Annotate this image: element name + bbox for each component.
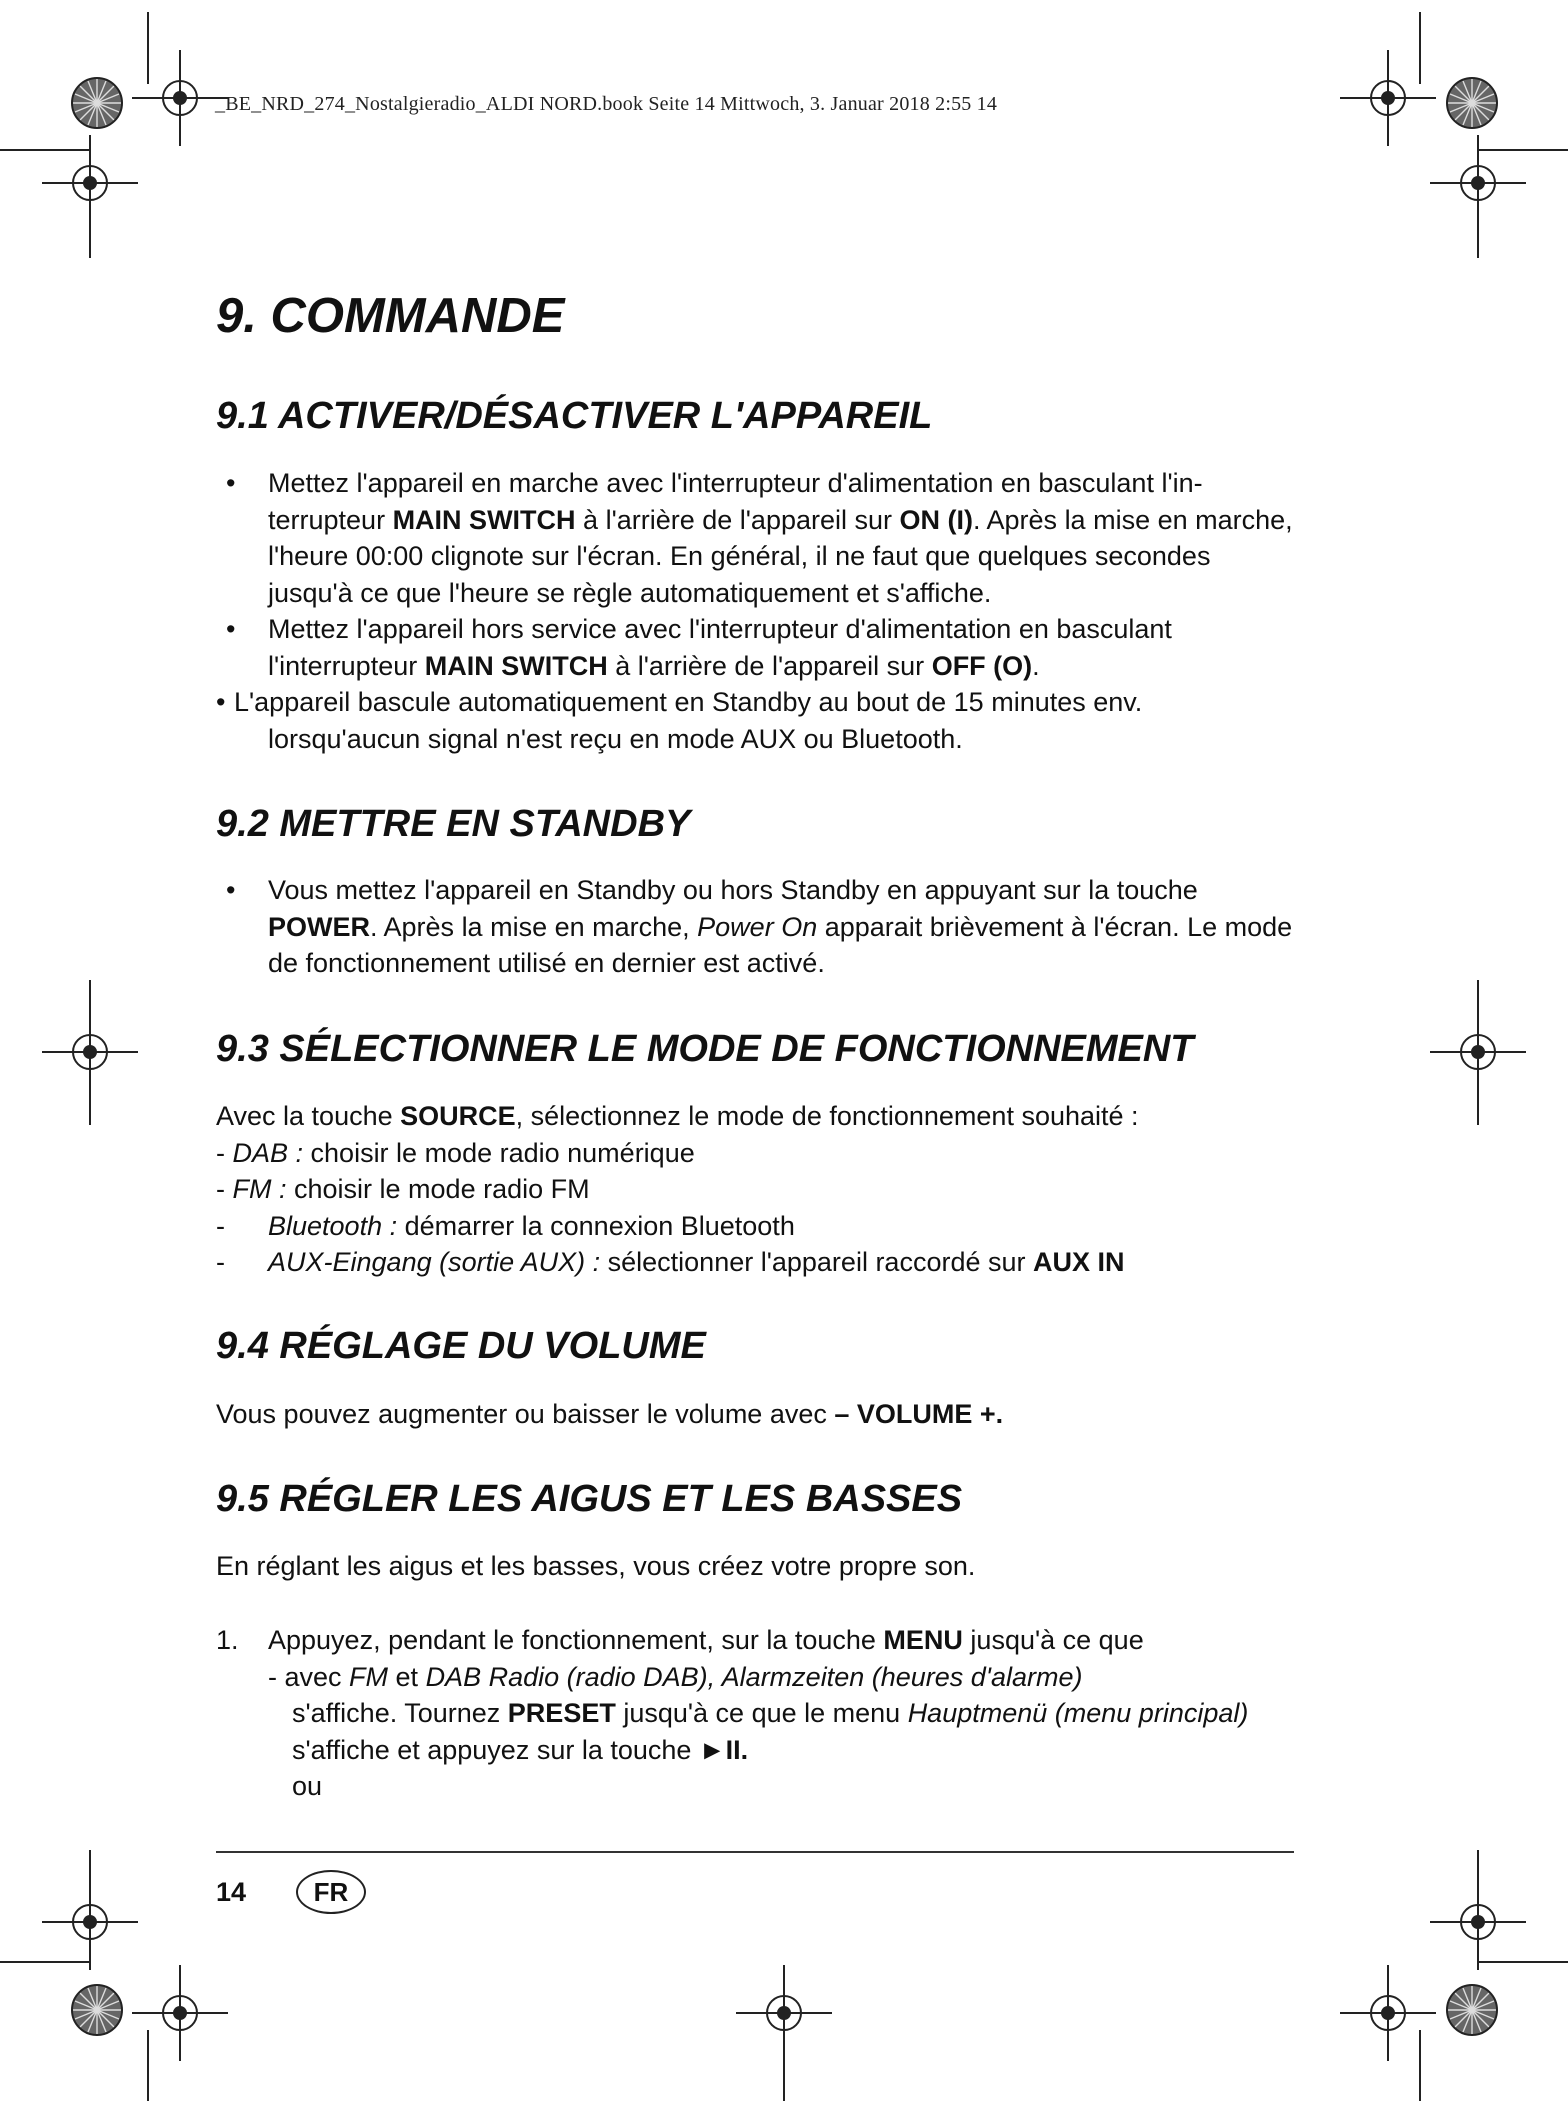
list-dash: - bbox=[216, 1247, 225, 1277]
bullet-dot: • bbox=[226, 468, 236, 498]
section-9-3-title: 9.3 SÉLECTIONNER LE MODE DE FONCTIONNEMENT bbox=[216, 1028, 1194, 1070]
s95-intro: En réglant les aigus et les basses, vous créez votre propre son. bbox=[216, 1551, 976, 1581]
language-badge: FR bbox=[296, 1870, 366, 1914]
s91-bullet-2-text: Mettez l'appareil hors service avec l'interrupteur d'alimentation en basculant l'interrupteur MAIN SWITCH à l'arrière de l'appareil sur OFF (O). bbox=[268, 614, 1172, 681]
s93-mode-dab: - DAB : choisir le mode radio numérique bbox=[216, 1137, 695, 1168]
page-number: 14 bbox=[216, 1877, 247, 1907]
list-dash: - bbox=[216, 1210, 225, 1241]
bullet-dot: • bbox=[216, 687, 226, 717]
step-number: 1. bbox=[216, 1625, 239, 1655]
footer-rule bbox=[216, 1851, 1294, 1853]
print-header: _BE_NRD_274_Nostalgieradio_ALDI NORD.book Seite 14 Mittwoch, 3. Januar 2018 2:55 14 bbox=[215, 93, 998, 115]
s95-step-1-sub-body: s'affiche. Tournez PRESET jusqu'à ce que le menu Hauptmenü (menu principal) s'affiche et appuyez sur la touche ►II. bbox=[292, 1698, 1249, 1765]
chapter-title: 9. COMMANDE bbox=[216, 289, 565, 343]
s91-bullet-3-line-1: L'appareil bascule automatiquement en Standby au bout de 15 minutes env. bbox=[234, 687, 1143, 717]
section-9-2-title: 9.2 METTRE EN STANDBY bbox=[216, 803, 691, 845]
bullet-dot: • bbox=[226, 875, 236, 905]
section-9-5-title: 9.5 RÉGLER LES AIGUS ET LES BASSES bbox=[216, 1478, 963, 1520]
s91-bullet-3-line-2: lorsqu'aucun signal n'est reçu en mode AUX ou Bluetooth. bbox=[268, 723, 963, 754]
s94-text: Vous pouvez augmenter ou baisser le volume avec – VOLUME +. bbox=[216, 1399, 1004, 1429]
section-9-4-title: 9.4 RÉGLAGE DU VOLUME bbox=[216, 1325, 706, 1367]
section-9-1-title: 9.1 ACTIVER/DÉSACTIVER L'APPAREIL bbox=[216, 395, 933, 437]
s93-intro: Avec la touche SOURCE, sélectionnez le mode de fonctionnement souhaité : bbox=[216, 1101, 1139, 1131]
s93-mode-fm: - FM : choisir le mode radio FM bbox=[216, 1174, 590, 1204]
bullet-dot: • bbox=[226, 614, 236, 644]
s92-bullet-1-text: Vous mettez l'appareil en Standby ou hors Standby en appuyant sur la touche POWER. Après la mise en marche, Power On apparait brièvement à l'écran. Le mode de fonctionnement utilisé en dernier est activé. bbox=[268, 875, 1293, 978]
s95-step-1: 1. Appuyez, pendant le fonctionnement, sur la touche MENU jusqu'à ce que bbox=[216, 1625, 1144, 1655]
s95-or: ou bbox=[292, 1771, 323, 1801]
s91-bullet-1-text: Mettez l'appareil en marche avec l'interrupteur d'alimentation en basculant l'in-terrupteur MAIN SWITCH à l'arrière de l'appareil sur ON (I). Après la mise en marche, l'heure 00:00 clignote sur l'écran. En général, il ne faut que quelques secondes jusqu'à ce que l'heure se règle automatiquement et s'affiche. bbox=[268, 468, 1293, 608]
